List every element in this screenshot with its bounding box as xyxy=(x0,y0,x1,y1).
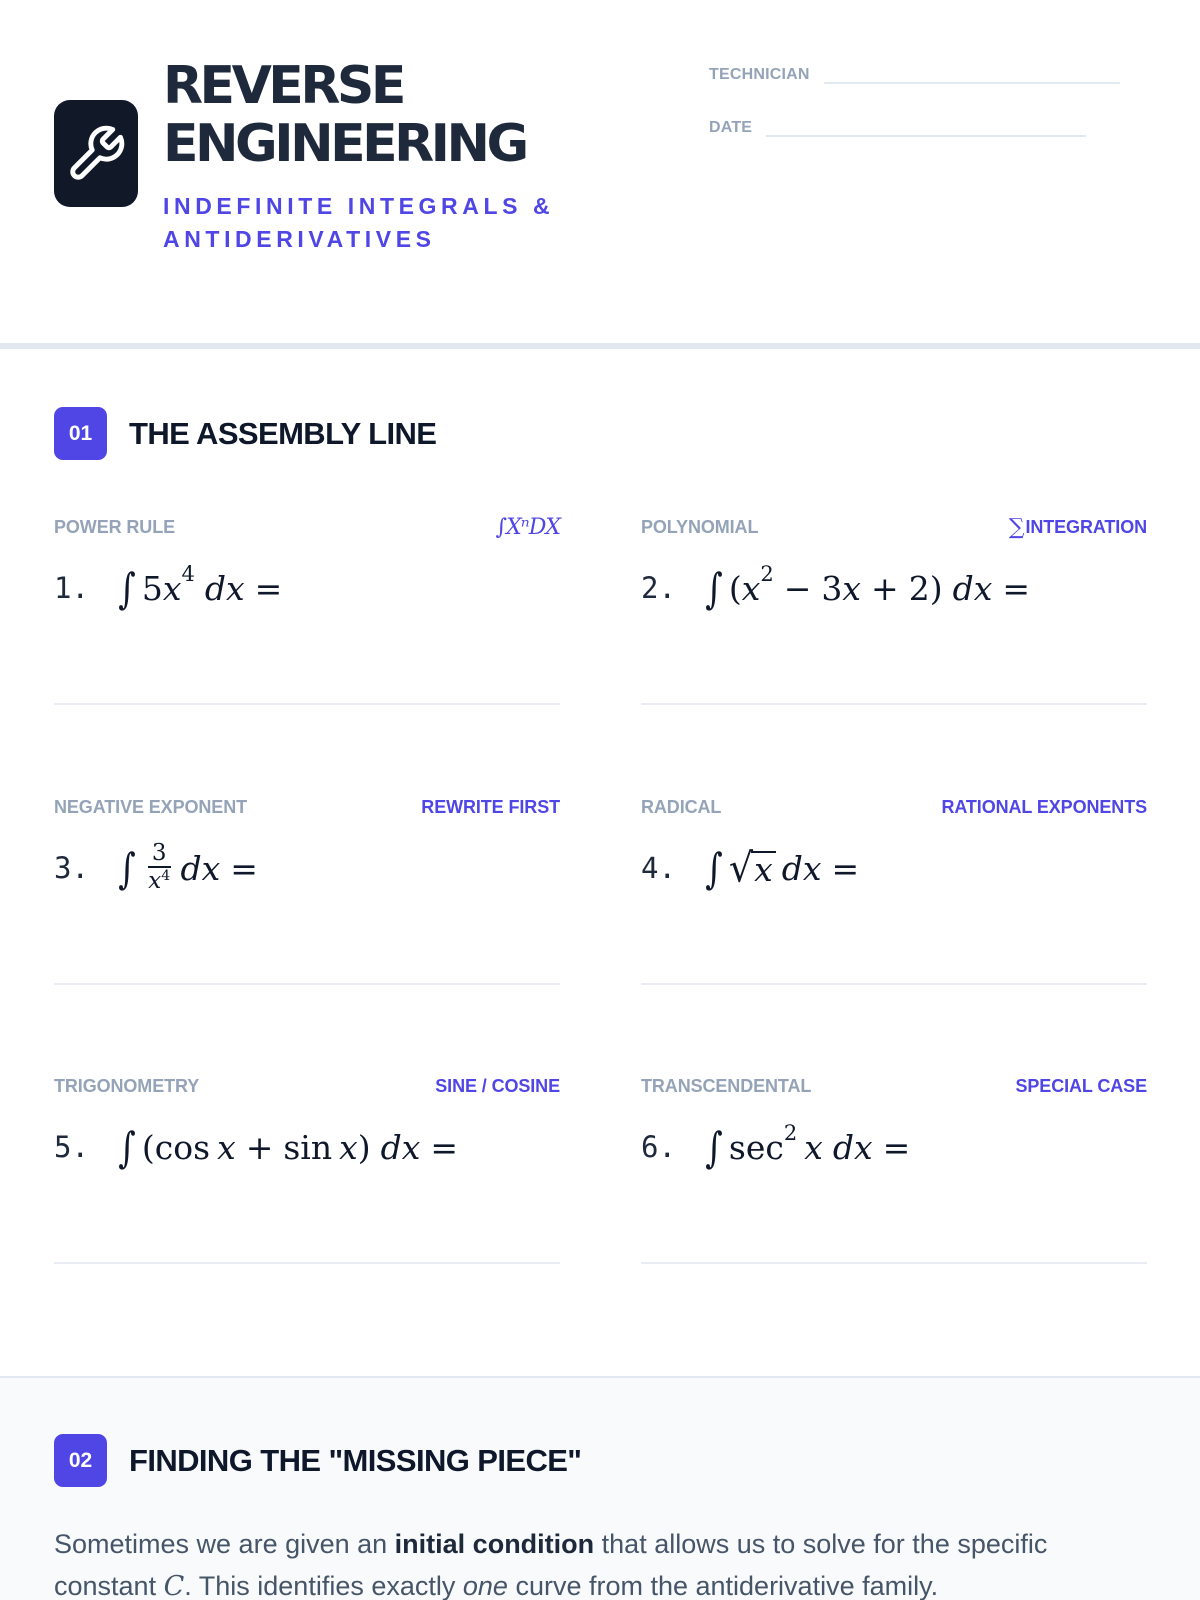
problem-tag: REWRITE FIRST xyxy=(421,796,560,817)
problem-category: TRANSCENDENTAL xyxy=(641,1075,812,1096)
constant-c: C xyxy=(163,1571,185,1600)
problem-card-3 xyxy=(54,795,560,995)
problem-tag: RATIONAL EXPONENTS xyxy=(941,796,1147,817)
problem-number: 6. xyxy=(641,1130,676,1164)
wrench-icon xyxy=(65,123,127,185)
answer-line[interactable] xyxy=(54,983,560,985)
answer-line[interactable] xyxy=(54,1262,560,1264)
title-line-2: ENGINEERING xyxy=(163,114,526,174)
problem-category: TRIGONOMETRY xyxy=(54,1075,200,1096)
section-2-intro: Sometimes we are given an initial condition that allows us to solve for the specific constant C. This identifies exactly one curve from the antiderivative family. xyxy=(54,1529,1048,1600)
problem-number: 5. xyxy=(54,1130,89,1164)
date-field[interactable] xyxy=(709,117,1086,137)
date-label: DATE xyxy=(709,119,753,136)
technician-field[interactable] xyxy=(709,64,1120,84)
technician-label: TECHNICIAN xyxy=(709,66,810,83)
problem-expression: 2. ∫ ( x $^2$ − 3 x + 2) dx = xyxy=(641,562,1030,613)
problem-tag: SPECIAL CASE xyxy=(1015,1075,1147,1096)
section-2-heading xyxy=(54,1434,581,1487)
problem-expression: 1. ∫ 5 x $^4$ dx = xyxy=(54,562,283,613)
problem-expression: 5. ∫ (cos x + sin x ) dx = xyxy=(54,1122,458,1172)
title-line-1: REVERSE xyxy=(163,56,403,116)
date-input-line[interactable] xyxy=(766,117,1086,137)
problem-category: NEGATIVE EXPONENT xyxy=(54,796,247,817)
page-subtitle: INDEFINITE INTEGRALS & ANTIDERIVATIVES xyxy=(163,193,555,252)
problem-tag: SINE / COSINE xyxy=(435,1075,560,1096)
page-title xyxy=(163,57,526,173)
sigma-icon: ∑ xyxy=(1008,514,1024,540)
problem-category: POLYNOMIAL xyxy=(641,516,759,537)
problem-expression: 6. ∫ sec $^2$ x dx = xyxy=(641,1121,911,1172)
answer-line[interactable] xyxy=(641,703,1147,705)
initial-condition-term: initial condition xyxy=(394,1529,595,1559)
problem-card-2 xyxy=(641,515,1147,715)
problem-tag: ∫XⁿDX xyxy=(495,514,560,540)
answer-line[interactable] xyxy=(641,983,1147,985)
section-1-heading xyxy=(54,407,436,460)
answer-line[interactable] xyxy=(641,1262,1147,1264)
problem-card-4 xyxy=(641,795,1147,995)
technician-input-line[interactable] xyxy=(824,64,1120,84)
problem-number: 3. xyxy=(54,851,89,885)
logo xyxy=(54,100,138,207)
problem-card-1 xyxy=(54,515,560,715)
problem-number: 4. xyxy=(641,851,676,885)
worksheet-header xyxy=(0,0,1200,349)
section-2-badge: 02 xyxy=(54,1434,107,1487)
section-2 xyxy=(0,1376,1200,1600)
problem-card-6 xyxy=(641,1074,1147,1274)
answer-line[interactable] xyxy=(54,703,560,705)
problem-category: POWER RULE xyxy=(54,516,176,537)
problem-expression: 3. ∫ $\frac{3}{x^4}$ dx = xyxy=(54,839,258,894)
problem-number: 1. xyxy=(54,571,89,605)
problem-tag-label: INTEGRATION xyxy=(1025,516,1147,537)
problem-expression: 4. ∫ √ x dx = xyxy=(641,843,860,893)
problem-number: 2. xyxy=(641,571,676,605)
section-1-title: THE ASSEMBLY LINE xyxy=(129,415,437,451)
problem-tag xyxy=(1009,515,1147,540)
problem-category: RADICAL xyxy=(641,796,722,817)
section-1-badge: 01 xyxy=(54,407,107,460)
section-2-title: FINDING THE "MISSING PIECE" xyxy=(129,1442,582,1478)
problem-card-5 xyxy=(54,1074,560,1274)
